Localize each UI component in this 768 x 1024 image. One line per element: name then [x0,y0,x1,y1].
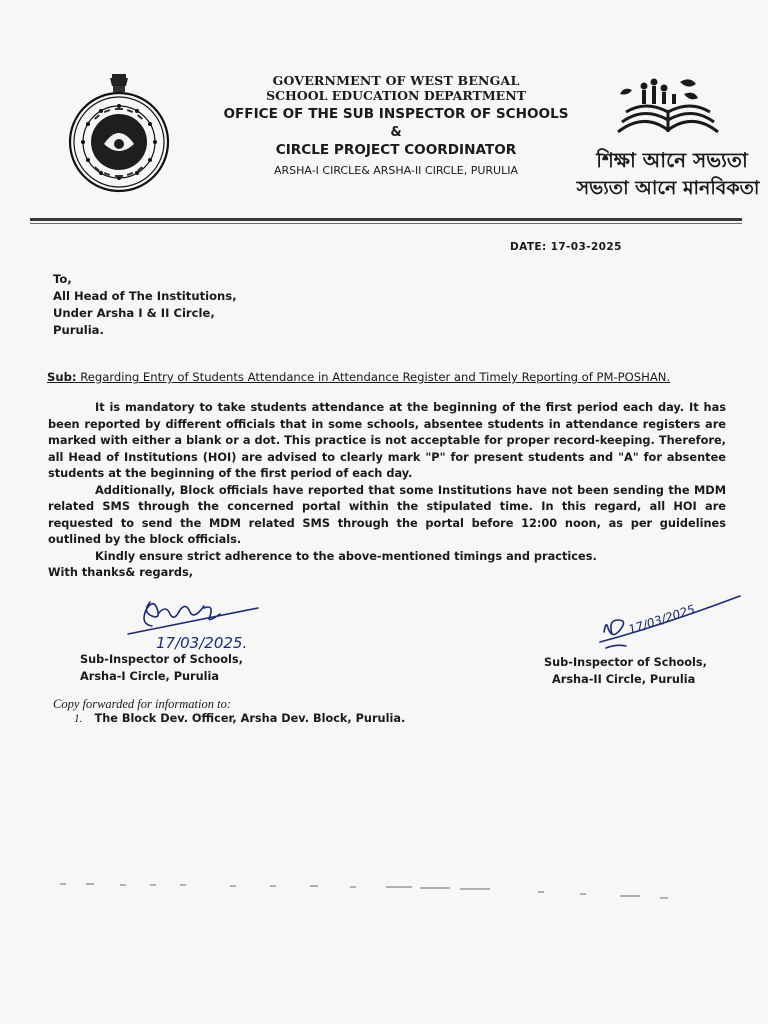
subject-label: Sub: [47,370,77,384]
recipient-address [53,271,237,339]
signatory-right-office: Arsha-II Circle, Purulia [552,673,696,686]
copy-forwarded-heading: Copy forwarded for information to: [53,697,232,711]
signatory-right-title: Sub-Inspector of Schools, [544,656,707,669]
subject-line [47,369,670,385]
letter-body [48,399,726,581]
body-paragraph-1: It is mandatory to take students attendance at the beginning of the first period each day. It has been reported by different officials that in some schools, absentee students in attendance registers are marked with either a blank or a dot. This practice is not acceptable for proper record-keeping. Therefore, all Head of Institutions (HOI) are advised to clearly mark "P" for present students and "A" for absentee students at the beginning of the first period of each day. [48,400,726,480]
signatory-left-title: Sub-Inspector of Schools, [80,653,243,666]
copy-list-item [74,712,405,725]
closing-line: With thanks& regards, [48,565,194,579]
address-line: Under Arsha I & II Circle, [53,306,215,320]
svg-text:শিক্ষা আনে সভ্যতা: শিক্ষা আনে সভ্যতা [596,148,748,172]
copy-item-number: 1. [74,713,83,725]
copy-item-text: The Block Dev. Officer, Arsha Dev. Block, Purulia. [94,712,406,725]
education-book-logo-icon [576,74,760,204]
coordinator-title: CIRCLE PROJECT COORDINATOR [275,142,517,158]
signatory-left [80,651,243,685]
scan-artifact-marks [50,878,730,908]
letterhead [200,73,592,179]
department-name: SCHOOL EDUCATION DEPARTMENT [266,88,526,103]
letter-date: DATE: 17-03-2025 [510,241,622,253]
svg-text:সভ্যতা আনে মানবিকতা: সভ্যতা আনে মানবিকতা [576,177,760,199]
subject-text: Regarding Entry of Students Attendance in Attendance Register and Timely Reporting of PM-POSHAN. [76,370,671,384]
body-paragraph-3: Kindly ensure strict adherence to the above-mentioned timings and practices. [95,548,597,563]
header-rule [30,218,742,221]
address-line: All Head of The Institutions, [53,289,237,303]
office-name: OFFICE OF THE SUB INSPECTOR OF SCHOOLS [223,106,569,122]
address-line: Purulia. [53,323,104,337]
signature-right-date: 17/03/2025 [626,602,697,637]
government-name: GOVERNMENT OF WEST BENGAL [272,73,520,88]
signatory-left-office: Arsha-I Circle, Purulia [80,670,220,683]
ampersand: & [390,125,402,140]
header-rule-thin [30,223,742,224]
signature-right [596,594,746,656]
circle-names: ARSHA-I CIRCLE& ARSHA-II CIRCLE, PURULIA [274,164,518,177]
signature-left-date: 17/03/2025. [156,634,248,652]
address-line: To, [53,272,72,286]
signature-left [118,598,278,658]
west-bengal-emblem-icon [60,72,178,194]
signatory-right [544,654,707,688]
body-paragraph-2: Additionally, Block officials have reported that some Institutions have not been sending the MDM related SMS through the concerned portal within the stipulated time. In this regard, all HOI are requested to send the MDM related SMS through the portal before 12:00 noon, as per guidelines outlined by the block officials. [48,482,726,546]
